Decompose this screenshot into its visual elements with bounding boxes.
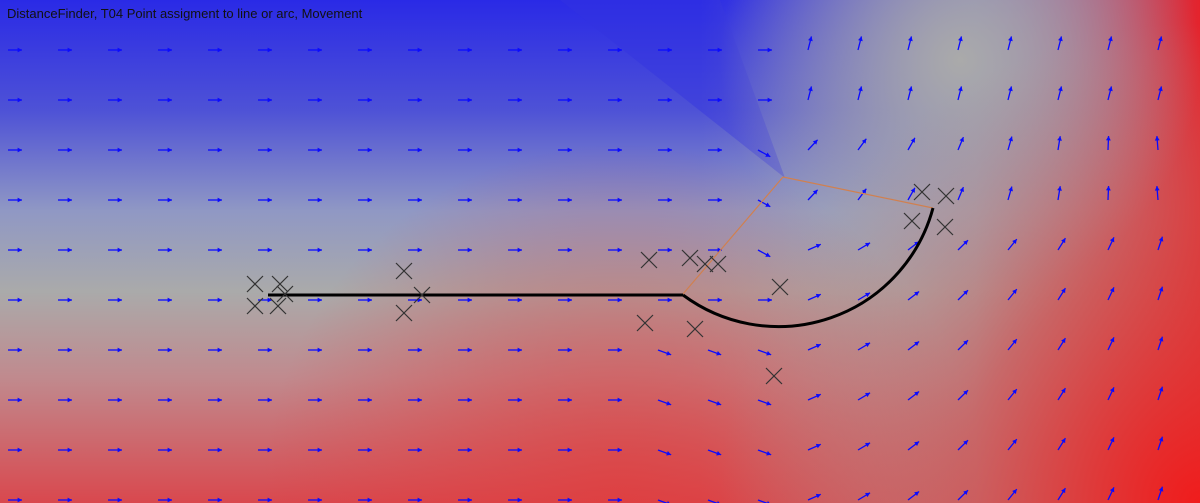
window-title: DistanceFinder, T04 Point assigment to line or arc, Movement — [7, 6, 363, 21]
